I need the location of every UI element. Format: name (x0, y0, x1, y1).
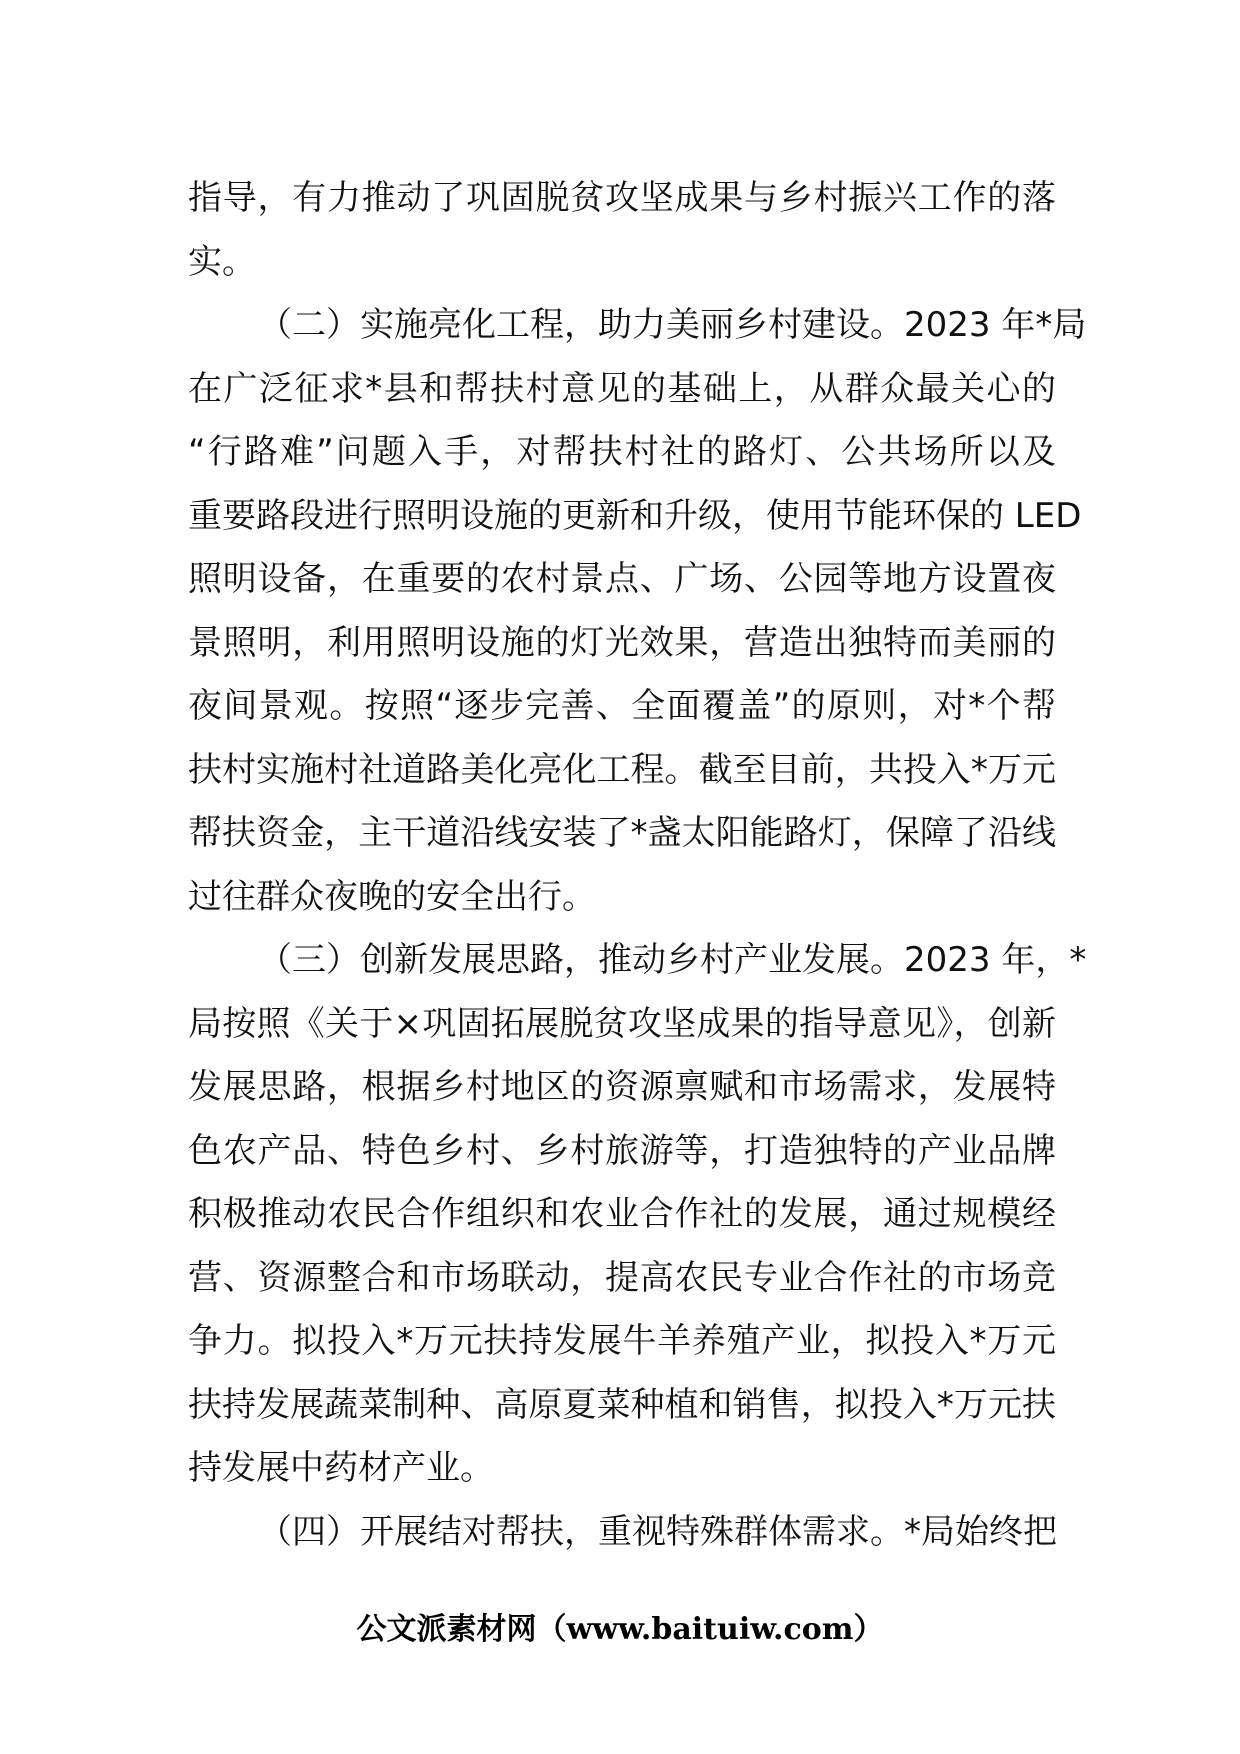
body-text (188, 167, 1087, 1564)
section-heading-line: （四）开展结对帮扶，重视特殊群体需求。*局始终把 (258, 1511, 1057, 1552)
text-line: 局按照《关于×巩固拓展脱贫攻坚成果的指导意见》，创新 (188, 1003, 1056, 1044)
section-heading-line: （二）实施亮化工程，助力美丽乡村建设。2023 年*局 (258, 305, 1087, 345)
text-line: 过往群众夜晚的安全出行。 (188, 876, 596, 917)
text-line: 持发展中药材产业。 (188, 1448, 494, 1488)
text-line: “行路难”问题入手，对帮扶村社的路灯、公共场所以及 (188, 432, 1056, 472)
text-line: 发展思路，根据乡村地区的资源禀赋和市场需求，发展特 (188, 1067, 1056, 1107)
footer-watermark: 公文派素材网（www.baituiw.com） (356, 1612, 884, 1647)
text-line: 色农产品、特色乡村、乡村旅游等，打造独特的产业品牌 (188, 1130, 1056, 1171)
text-line: 争力。拟投入*万元扶持发展牛羊养殖产业，拟投入*万元 (188, 1321, 1056, 1361)
text-line: 营、资源整合和市场联动，提高农民专业合作社的市场竞 (188, 1257, 1056, 1298)
text-line: 扶村实施村社道路美化亮化工程。截至目前，共投入*万元 (188, 749, 1056, 790)
text-line: 在广泛征求*县和帮扶村意见的基础上，从群众最关心的 (188, 368, 1056, 409)
text-line: 扶持发展蔬菜制种、高原夏菜种植和销售，拟投入*万元扶 (188, 1384, 1056, 1425)
text-line: 照明设备，在重要的农村景点、广场、公园等地方设置夜 (188, 559, 1056, 599)
text-line: 积极推动农民合作组织和农业合作社的发展，通过规模经 (188, 1194, 1056, 1234)
text-line: 帮扶资金，主干道沿线安装了*盏太阳能路灯，保障了沿线 (188, 813, 1056, 853)
section-heading-line: （三）创新发展思路，推动乡村产业发展。2023 年，* (258, 940, 1087, 980)
text-line: 重要路段进行照明设施的更新和升级，使用节能环保的 LED (188, 495, 1082, 536)
text-line: 景照明，利用照明设施的灯光效果，营造出独特而美丽的 (188, 622, 1056, 663)
text-line: 指导，有力推动了巩固脱贫攻坚成果与乡村振兴工作的落 (188, 178, 1056, 218)
text-line: 夜间景观。按照“逐步完善、全面覆盖”的原则，对*个帮 (188, 686, 1056, 726)
text-line: 实。 (188, 241, 256, 282)
